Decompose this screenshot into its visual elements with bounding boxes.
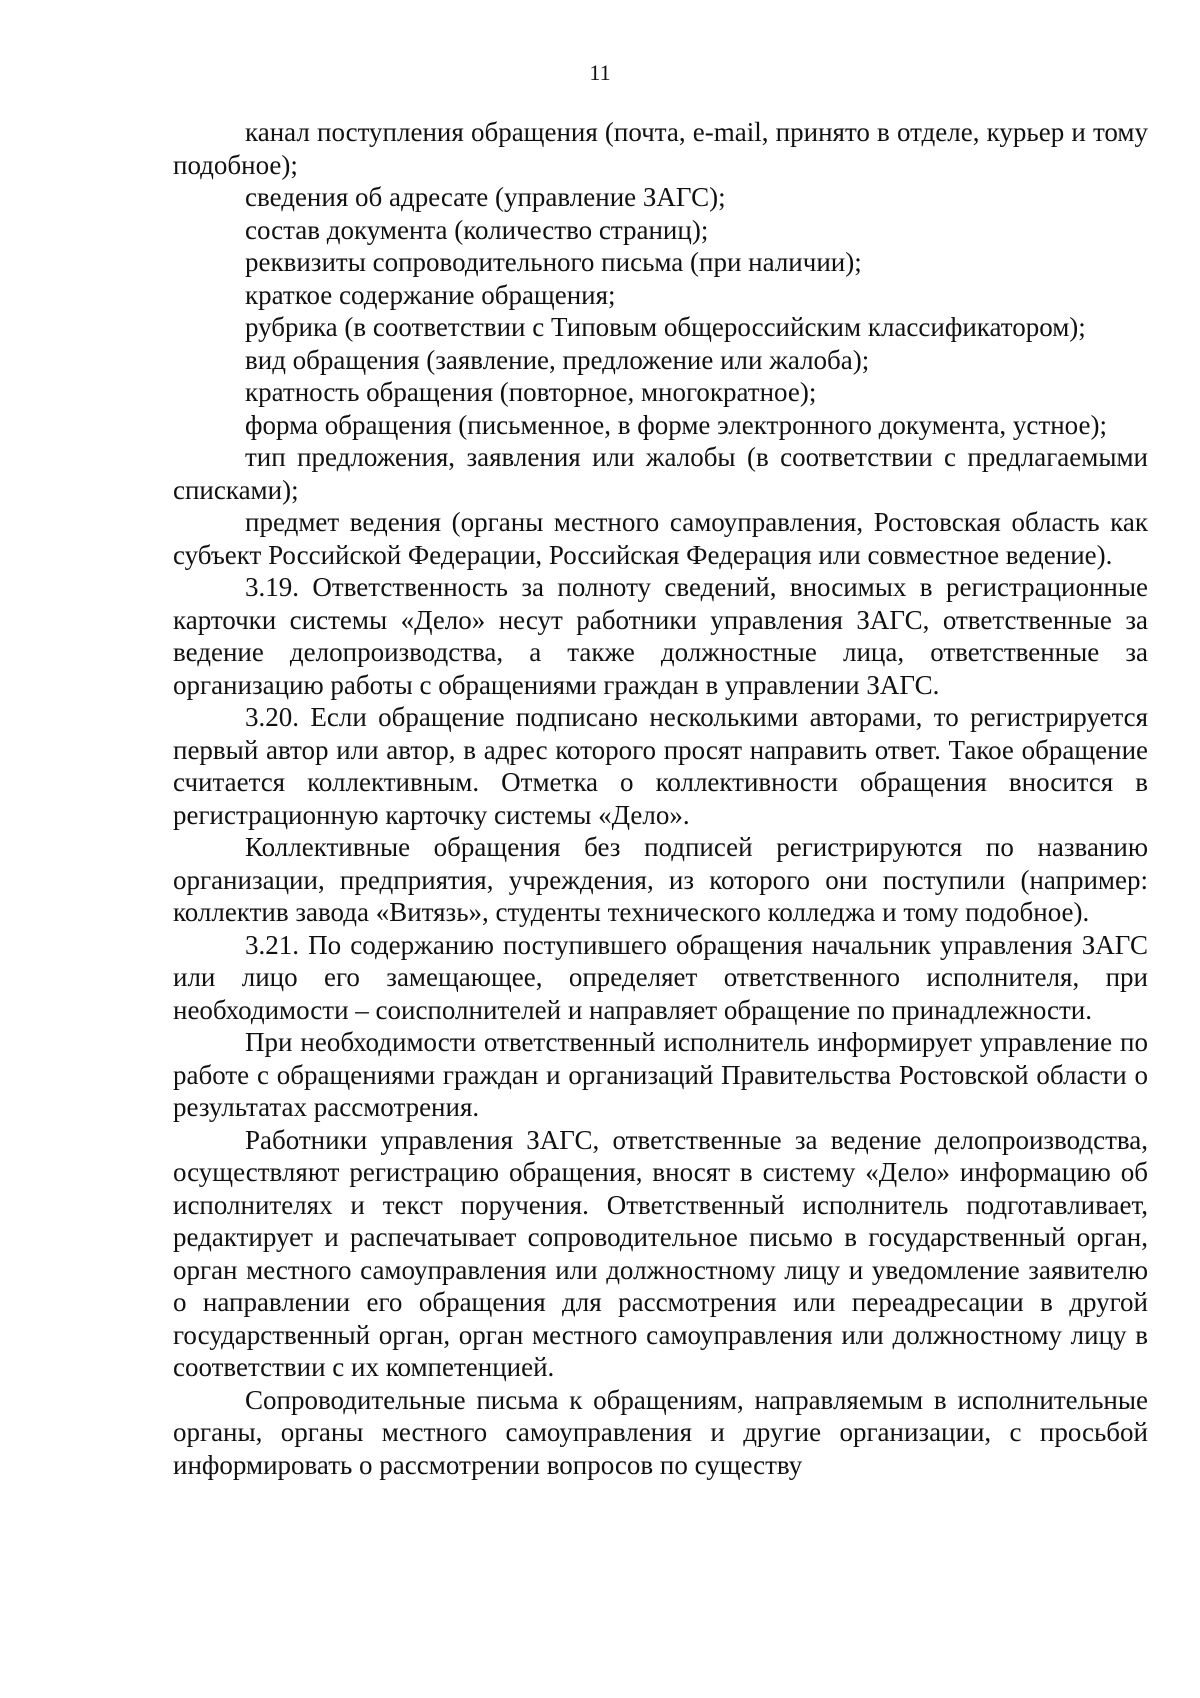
paragraph: 3.19. Ответственность за полноту сведений, вносимых в регистрационные карточки системы «Дело» несут работники управления ЗАГС, ответственные за ведение делопроизводства, а также должностные лица, ответственные за организацию работы с обращениями граждан в управлении ЗАГС. <box>173 572 1148 700</box>
paragraph: вид обращения (заявление, предложение или жалоба); <box>245 344 870 375</box>
paragraph: тип предложения, заявления или жалобы (в соответствии с предлагаемыми списками); <box>173 442 1148 505</box>
paragraph: канал поступления обращения (почта, e-mail, принято в отделе, курьер и тому подобное); <box>173 117 1148 180</box>
paragraph: краткое содержание обращения; <box>245 279 616 310</box>
paragraph: 3.20. Если обращение подписано несколькими авторами, то регистрируется первый автор или автор, в адрес которого просят направить ответ. Такое обращение считается коллективным. Отметка о коллективности обращения вносится в регистрационную карточку системы «Дело». <box>173 702 1148 830</box>
paragraph: Коллективные обращения без подписей регистрируются по названию организации, предприятия, учреждения, из которого они поступили (например: коллектив завода «Витязь», студенты технического колледжа и тому подобное). <box>173 832 1148 927</box>
paragraph: кратность обращения (повторное, многократное); <box>245 377 817 407</box>
paragraph: Сопроводительные письма к обращениям, направляемым в исполнительные органы, органы местного самоуправления и другие организации, с просьбой информировать о рассмотрении вопросов по существу <box>173 1384 1148 1480</box>
paragraph: Работники управления ЗАГС, ответственные за ведение делопроизводства, осуществляют регистрацию обращения, вносят в систему «Дело» информацию об исполнителях и текст поручения. Ответственный исполнитель подготавливает, редактирует и распечатывает сопроводительное письмо в государственный орган, орган местного самоуправления или должностному лицу и уведомление заявителю о направлении его обращения для рассмотрения или переадресации в другой государственный орган, орган местного самоуправления или должностному лицу в соответствии с их компетенцией. <box>173 1124 1148 1382</box>
document-body <box>173 116 1148 1481</box>
paragraph: рубрика (в соответствии с Типовым общероссийским классификатором); <box>245 312 1086 342</box>
paragraph: форма обращения (письменное, в форме электронного документа, устное); <box>245 409 1107 440</box>
paragraph: состав документа (количество страниц); <box>245 214 709 245</box>
paragraph: предмет ведения (органы местного самоуправления, Ростовская область как субъект Российской Федерации, Российская Федерация или совместное ведение). <box>173 507 1148 570</box>
page-number: 11 <box>589 60 611 85</box>
paragraph: сведения об адресате (управление ЗАГС); <box>245 182 726 212</box>
paragraph: При необходимости ответственный исполнитель информирует управление по работе с обращениями граждан и организаций Правительства Ростовской области о результатах рассмотрения. <box>173 1027 1148 1122</box>
paragraph: 3.21. По содержанию поступившего обращения начальник управления ЗАГС или лицо его замещающее, определяет ответственного исполнителя, при необходимости – соисполнителей и направляет обращение по принадлежности. <box>173 929 1148 1025</box>
paragraph: реквизиты сопроводительного письма (при наличии); <box>245 247 862 277</box>
